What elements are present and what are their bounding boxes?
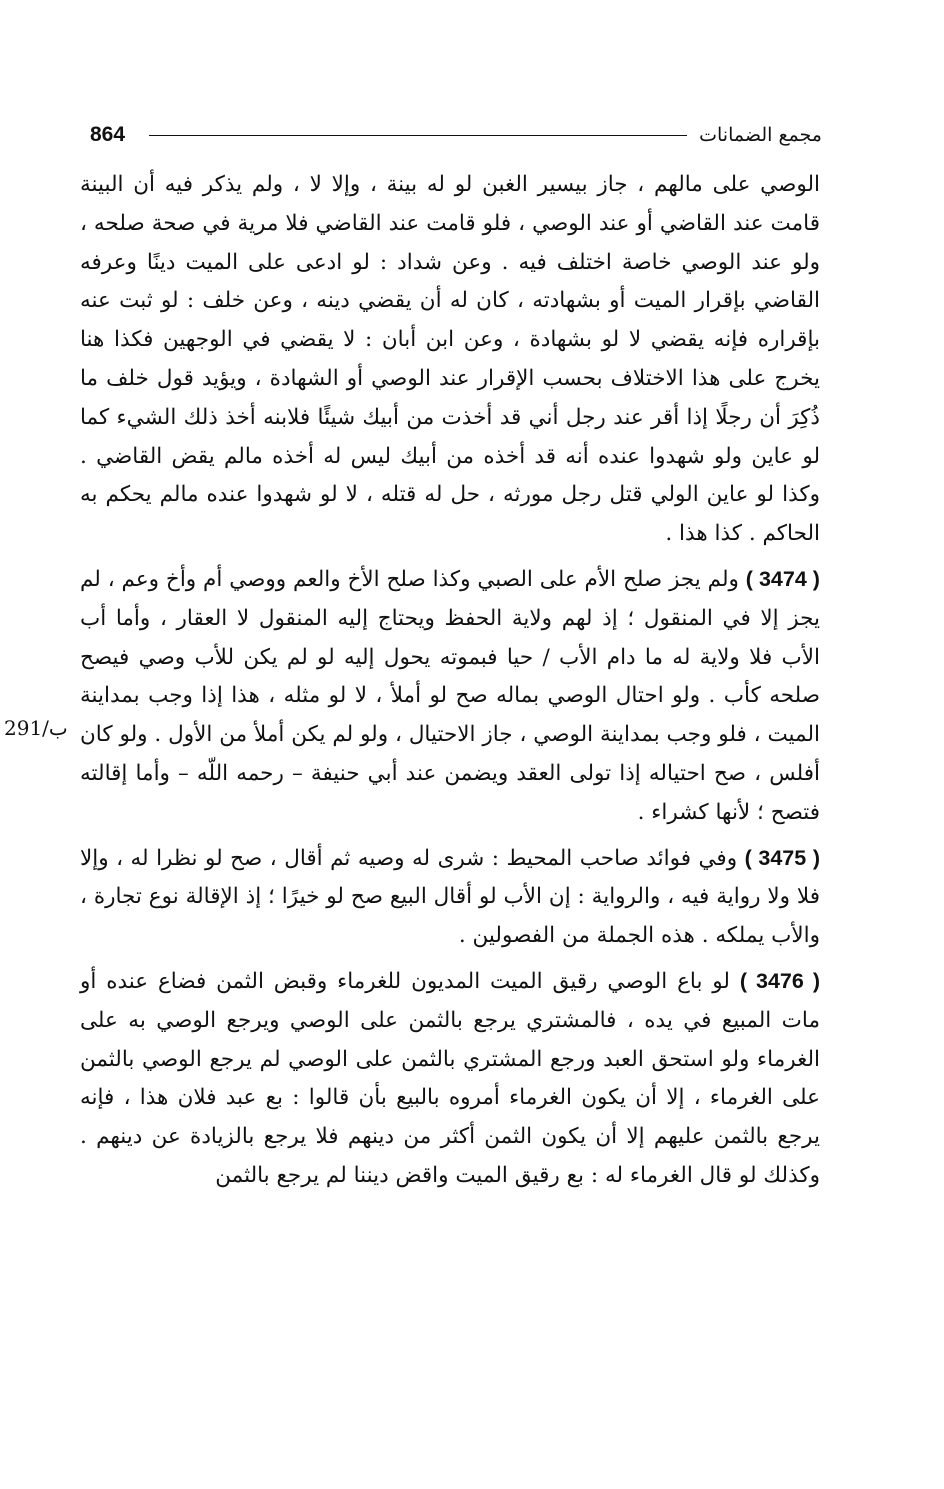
paragraph-text: الوصي على مالهم ، جاز بيسير الغبن لو له بينة ، وإلا لا ، ولم يذكر فيه أن البينة قامت عند القاضي أو عند الوصي ، فلو قامت عند القاضي فلا مرية في صحة صلحه ، ولو عند الوصي خاصة اختلف فيه . وعن شداد : لو ادعى على الميت دينًا وعرفه القاضي بإقرار الميت أو بشهادته ، كان له أن يقضي دينه ، وعن خلف : لو ثبت عنه بإقراره فإنه يقضي لا لو بشهادة ، وعن ابن أبان : لا يقضي في الوجهين فكذا هنا يخرج على هذا الاختلاف بحسب الإقرار عند الوصي أو الشهادة ، ويؤيد قول خلف ما ذُكِرَ أن رجلًا إذا أقر عند رجل أني قد أخذت من أبيك شيئًا فلابنه أخذ ذلك الشيء كما لو عاين ولو شهدوا عنده أنه قد أخذه من أبيك ليس له أخذه مالم يقض القاضي . وكذا لو عاين الولي قتل رجل مورثه ، حل له قتله ، لا لو شهدوا عنده مالم يحكم به الحاكم . كذا هذا .	[80, 172, 820, 547]
running-title: مجمع الضمانات	[699, 124, 822, 146]
entry-number: ( 3475 )	[744, 845, 820, 870]
paragraph-entry-3474	[80, 560, 820, 833]
folio-margin-note: 291/ب	[4, 716, 68, 740]
paragraph-text: ولم يجز صلح الأم على الصبي وكذا صلح الأخ والعم ووصي أم وأخ وعم ، لم يجز إلا في المنقول ؛ إذ لهم ولاية الحفظ ويحتاج إليه المنقول لا العقار ، وأما أب الأب فلا ولاية له ما دام الأب / حيا فبموته يحول إليه لو لم يكن للأب وصي فيصح صلحه كأب . ولو احتال الوصي بماله صح لو أملأ ، لا لو مثله ، هذا إذا وجب بمداينة الميت ، فلو وجب بمداينة الوصي ، جاز الاحتيال ، ولو لم يكن أملأ من الأول . ولو كان أفلس ، صح احتياله إذا تولى العقد ويضمن عند أبي حنيفة – رحمه اللّه – وأما إقالته فتصح ؛ لأنها كشراء .	[80, 566, 820, 825]
entry-number: ( 3476 )	[739, 968, 821, 993]
paragraph-entry-3476	[80, 962, 820, 1196]
page-header	[90, 118, 822, 152]
header-divider	[149, 135, 687, 136]
paragraph-text: لو باع الوصي رقيق الميت المديون للغرماء وقبض الثمن فضاع عنده أو مات المبيع في يده ، فالمشتري يرجع بالثمن على الوصي ويرجع الوصي به على الغرماء ولو استحق العبد ورجع المشتري بالثمن على الوصي لم يرجع الوصي بالثمن على الغرماء ، إلا أن يكون الغرماء أمروه بالبيع بأن قالوا : بع عبد فلان هذا ، فإنه يرجع بالثمن عليهم إلا أن يكون الثمن أكثر من دينهم فلا يرجع بالزيادة عن دينهم . وكذلك لو قال الغرماء له : بع رقيق الميت واقض ديننا لم يرجع بالثمن	[80, 968, 820, 1188]
page-number: 864	[90, 123, 126, 146]
paragraph-continuation	[80, 166, 820, 554]
entry-number: ( 3474 )	[745, 566, 820, 591]
paragraph-entry-3475	[80, 839, 820, 956]
page-body	[80, 166, 820, 1202]
paragraph-text: وفي فوائد صاحب المحيط : شرى له وصيه ثم أقال ، صح لو نظرا له ، وإلا فلا ولا رواية فيه ، والرواية : إن الأب لو أقال البيع صح لو خيرًا ؛ إذ الإقالة نوع تجارة ، والأب يملكه . هذه الجملة من الفصولين .	[80, 845, 820, 949]
